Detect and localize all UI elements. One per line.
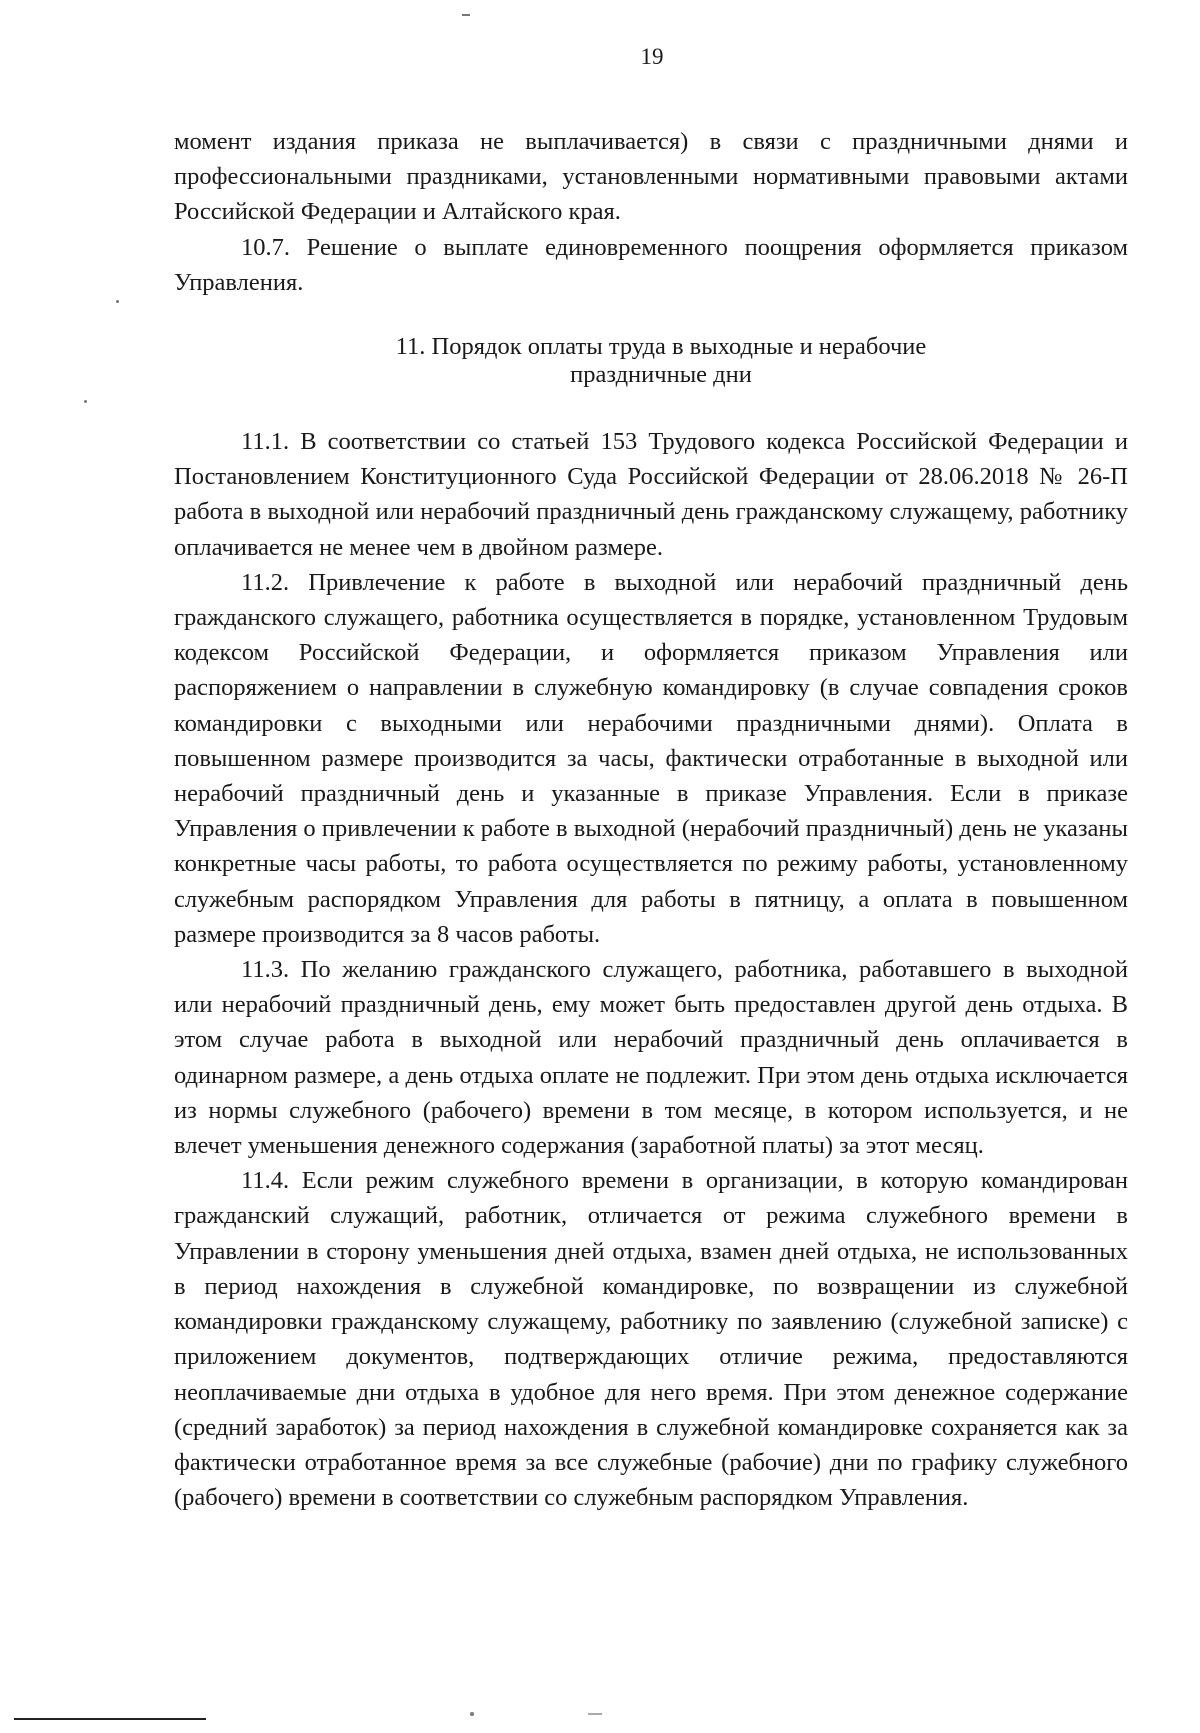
section-heading-11 — [174, 333, 1128, 389]
scan-speck — [470, 1712, 474, 1716]
paragraph-continuation: момент издания приказа не выплачивается) в связи с праздничными днями и профессиональными праздниками, установленными нормативными правовыми актами Российской Федерации и Алтайского края. — [174, 128, 1128, 226]
scan-speck — [84, 400, 87, 403]
page-number: 19 — [640, 44, 664, 69]
footer-rule — [14, 1718, 206, 1720]
scan-speck — [116, 300, 119, 303]
section-heading-line-2: праздничные дни — [570, 361, 752, 389]
section-heading-line-1: 11. Порядок оплаты труда в выходные и нерабочие — [395, 333, 927, 361]
paragraph-11-4: 11.4. Если режим служебного времени в организации, в которую командирован гражданский служащий, работник, отличается от режима служебного времени в Управлении в сторону уменьшения дней отдыха, взамен дней отдыха, не использованных в период нахождения в служебной командировке, по возвращении из служебной командировки гражданскому служащему, работнику по заявлению (служебной записке) с приложением документов, подтверждающих отличие режима, предоставляются неоплачиваемые дни отдыха в удобное для него время. При этом денежное содержание (средний заработок) за период нахождения в служебной командировке сохраняется как за фактически отработанное время за все служебные (рабочие) дни по графику служебного (рабочего) времени в соответствии со служебным распорядком Управления. — [174, 1167, 1128, 1512]
scan-speck — [462, 14, 470, 16]
paragraph-11-1: 11.1. В соответствии со статьей 153 Трудового кодекса Российской Федерации и Постановлением Конституционного Суда Российской Федерации от 28.06.2018 № 26-П работа в выходной или нерабочий праздничный день гражданскому служащему, работнику оплачивается не менее чем в двойном размере. — [174, 428, 1128, 561]
paragraph-11-2: 11.2. Привлечение к работе в выходной или нерабочий праздничный день гражданского служащего, работника осуществляется в порядке, установленном Трудовым кодексом Российской Федерации, и оформляется приказом Управления или распоряжением о направлении в служебную командировку (в случае совпадения сроков командировки с выходными или нерабочими праздничными днями). Оплата в повышенном размере производится за часы, фактически отработанные в выходной или нерабочий праздничный день и указанные в приказе Управления. Если в приказе Управления о привлечении к работе в выходной (нерабочий праздничный) день не указаны конкретные часы работы, то работа осуществляется по режиму работы, установленному служебным распорядком Управления для работы в пятницу, а оплата в повышенном размере производится за 8 часов работы. — [174, 568, 1128, 948]
paragraph-10-7: 10.7. Решение о выплате единовременного поощрения оформляется приказом Управления. — [174, 233, 1128, 296]
scan-speck — [588, 1713, 602, 1715]
paragraph-11-3: 11.3. По желанию гражданского служащего, работника, работавшего в выходной или нерабочий праздничный день, ему может быть предоставлен другой день отдыха. В этом случае работа в выходной или нерабочий праздничный день оплачивается в одинарном размере, а день отдыха оплате не подлежит. При этом день отдыха исключается из нормы служебного (рабочего) времени в том месяце, в котором используется, и не влечет уменьшения денежного содержания (заработной платы) за этот месяц. — [174, 956, 1128, 1160]
document-body — [174, 124, 1128, 1515]
